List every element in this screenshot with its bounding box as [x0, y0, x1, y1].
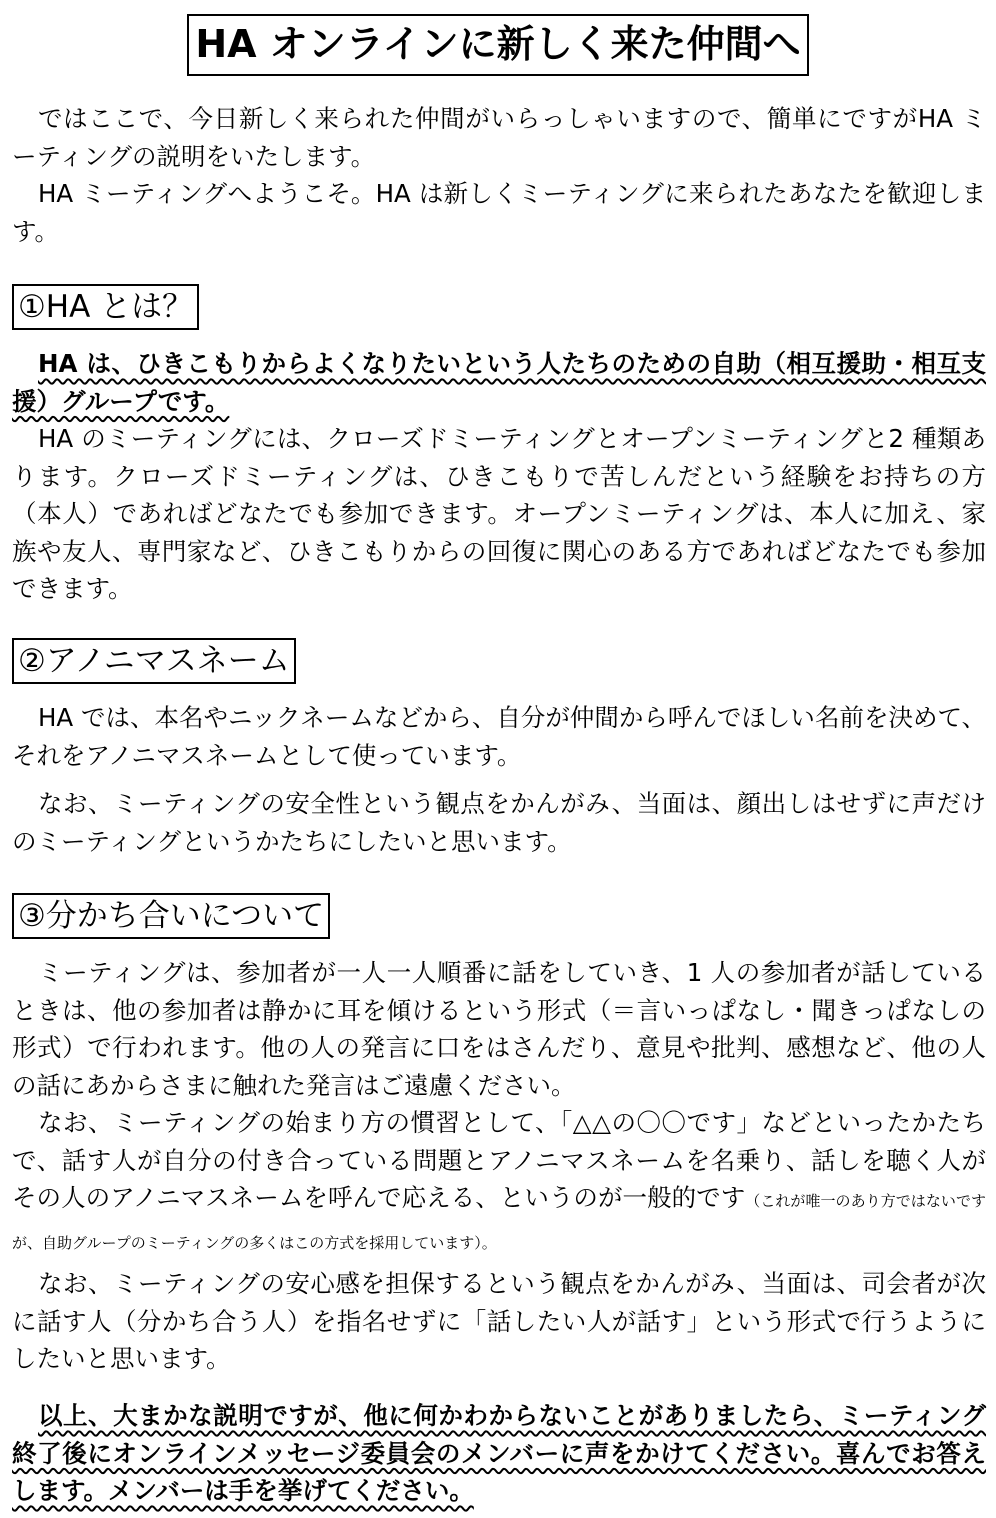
- closing-paragraph: [12, 1397, 986, 1510]
- section-3-paragraph-2-main: なお、ミーティングの始まり方の慣習として、「△△の〇〇です」などといったかたちで、話す人が自分の付き合っている問題とアノニマスネームを名乗り、話しを聴く人がその人のアノニマスネームを呼んで応える、というのが一般的です: [12, 1108, 986, 1212]
- section-1-body: HA のミーティングには、クローズドミーティングとオープンミーティングと2 種類あります。クローズドミーティングは、ひきこもりで苦しんだという経験をお持ちの方（本人）であればどなたでも参加できます。オープンミーティングは、本人に加え、家族や友人、専門家など、ひきこもりからの回復に関心のある方であればどなたでも参加できます。: [12, 424, 986, 603]
- closing-text: 以上、大まかな説明ですが、他に何かわからないことがありましたら、ミーティング終了後にオンラインメッセージ委員会のメンバーに声をかけてください。喜んでお答えします。メンバーは手を挙げてください。: [12, 1401, 986, 1505]
- section-3-paragraph-1: ミーティングは、参加者が一人一人順番に話をしていき、1 人の参加者が話しているときは、他の参加者は静かに耳を傾けるという形式（＝言いっぱなし・聞きっぱなしの形式）で行われます。他の人の発言に口をはさんだり、意見や批判、感想など、他の人の話にあからさまに触れた発言はご遠慮ください。: [12, 958, 986, 1100]
- section-3-paragraph-3: なお、ミーティングの安心感を担保するという観点をかんがみ、当面は、司会者が次に話す人（分かち合う人）を指名せずに「話したい人が話す」という形式で行うようにしたいと思います。: [12, 1269, 986, 1373]
- title-container: [0, 14, 996, 76]
- section-2-paragraph-1: HA では、本名やニックネームなどから、自分が仲間から呼んでほしい名前を決めて、それをアノニマスネームとして使っています。: [12, 703, 986, 770]
- section-2-heading: ②アノニマスネーム: [12, 638, 296, 684]
- intro-paragraph-1: ではここで、今日新しく来られた仲間がいらっしゃいますので、簡単にですがHA ミーティングの説明をいたします。: [12, 104, 986, 171]
- section-1-emphasis-text: HA は、ひきこもりからよくなりたいという人たちのための自助（相互援助・相互支援）グループです。: [12, 349, 986, 416]
- intro-paragraph-2: HA ミーティングへようこそ。HA は新しくミーティングに来られたあなたを歓迎します。: [12, 179, 986, 246]
- page-title: HA オンラインに新しく来た仲間へ: [187, 14, 808, 76]
- section-1-heading: ①HA とは？: [12, 284, 199, 330]
- section-3-heading: ③分かち合いについて: [12, 893, 330, 939]
- section-3-paragraph-2-note: （これが唯一のあり方ではないですが、自助グループのミーティングの多くはこの方式を採用しています）。: [12, 1192, 986, 1252]
- section-1-emphasis: [12, 345, 986, 420]
- section-3-paragraph-2: [12, 1104, 986, 1262]
- section-2-paragraph-2: なお、ミーティングの安全性という観点をかんがみ、当面は、顔出しはせずに声だけのミーティングというかたちにしたいと思います。: [12, 789, 986, 856]
